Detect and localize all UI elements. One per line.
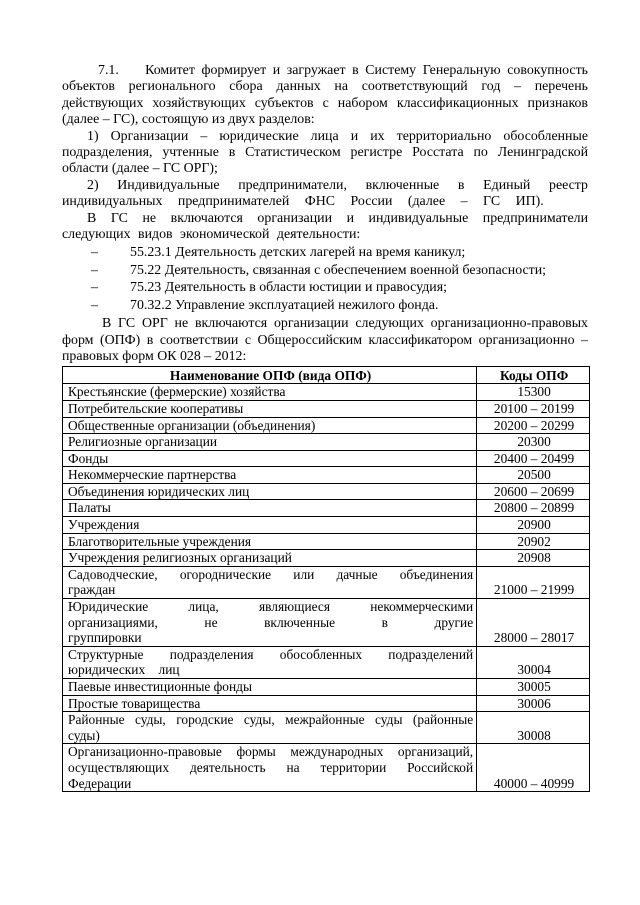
table-row bbox=[63, 550, 590, 567]
activities-list bbox=[62, 244, 588, 314]
exclusion-intro-paragraph: В ГС не включаются организации и индивидуальные предприниматели следующих видов экономической деятельности: bbox=[62, 210, 588, 243]
opf-name: Общественные организации (объединения) bbox=[63, 417, 477, 434]
part2-paragraph: 2) Индивидуальные предприниматели, включенные в Единый реестр индивидуальных предпринимателей ФНС России (далее – ГС ИП). bbox=[62, 177, 588, 210]
opf-code: 30006 bbox=[477, 695, 590, 712]
opf-code: 30008 bbox=[477, 712, 590, 744]
table-header-row bbox=[63, 367, 590, 384]
table-row bbox=[63, 384, 590, 401]
opf-name: Паевые инвестиционные фонды bbox=[63, 679, 477, 696]
opf-name: Районные суды, городские суды, межрайонные суды (районные суды) bbox=[63, 712, 477, 744]
opf-code: 20300 bbox=[477, 434, 590, 451]
opf-name: Фонды bbox=[63, 450, 477, 467]
list-item: – 75.22 Деятельность, связанная с обеспечением военной безопасности; bbox=[91, 262, 547, 278]
opf-name: Учреждения bbox=[63, 517, 477, 534]
part1-paragraph: 1) Организации – юридические лица и их территориально обособленные подразделения, учтенные в Статистическом регистре Росстата по Ленинградской области (далее – ГС ОРГ); bbox=[62, 128, 588, 177]
table-row bbox=[63, 679, 590, 696]
opf-name: Крестьянские (фермерские) хозяйства bbox=[63, 384, 477, 401]
opf-code: 20800 – 20899 bbox=[477, 500, 590, 517]
section-number: 7.1. bbox=[98, 63, 119, 78]
opf-code: 20902 bbox=[477, 533, 590, 550]
opf-code: 21000 – 21999 bbox=[477, 566, 590, 598]
opf-code: 28000 – 28017 bbox=[477, 599, 590, 647]
opf-name: Объединения юридических лиц bbox=[63, 483, 477, 500]
table-row bbox=[63, 695, 590, 712]
opf-code: 30005 bbox=[477, 679, 590, 696]
column-header-code: Коды ОПФ bbox=[477, 367, 590, 384]
table-row bbox=[63, 400, 590, 417]
section-intro-paragraph bbox=[62, 63, 588, 129]
table-row bbox=[63, 533, 590, 550]
opf-code: 20100 – 20199 bbox=[477, 400, 590, 417]
column-header-name: Наименование ОПФ (вида ОПФ) bbox=[63, 367, 477, 384]
table-row bbox=[63, 517, 590, 534]
table-row bbox=[63, 712, 590, 744]
opf-code: 20900 bbox=[477, 517, 590, 534]
opf-code: 20908 bbox=[477, 550, 590, 567]
document-page bbox=[62, 63, 588, 792]
list-item: – 70.32.2 Управление эксплуатацией нежилого фонда. bbox=[91, 297, 439, 313]
table-row bbox=[63, 599, 590, 647]
opf-code: 20200 – 20299 bbox=[477, 417, 590, 434]
opf-code: 30004 bbox=[477, 646, 590, 678]
opf-name: Юридические лица, являющиеся некоммерческими организациями, не включенные в другие группировки bbox=[63, 599, 477, 647]
opf-name: Потребительские кооперативы bbox=[63, 400, 477, 417]
table-row bbox=[63, 417, 590, 434]
table-row bbox=[63, 467, 590, 484]
table-row bbox=[63, 434, 590, 451]
opf-code: 20500 bbox=[477, 467, 590, 484]
table-row bbox=[63, 646, 590, 678]
opf-name: Палаты bbox=[63, 500, 477, 517]
opf-name: Простые товарищества bbox=[63, 695, 477, 712]
table-row bbox=[63, 566, 590, 598]
table-row bbox=[63, 744, 590, 792]
opf-code: 20600 – 20699 bbox=[477, 483, 590, 500]
table-row bbox=[63, 483, 590, 500]
opf-name: Благотворительные учреждения bbox=[63, 533, 477, 550]
list-item: – 75.23 Деятельность в области юстиции и правосудия; bbox=[91, 280, 447, 296]
opf-table bbox=[62, 366, 590, 792]
opf-name: Садоводческие, огороднические или дачные объединения граждан bbox=[63, 566, 477, 598]
opf-name: Некоммерческие партнерства bbox=[63, 467, 477, 484]
section-intro-text: Комитет формирует и загружает в Систему Генеральную совокупность объектов регионального сбора данных на соответствующий год – перечень действующих хозяйствующих субъектов с набором классификационных признаков (далее – ГС), состоящую из двух разделов: bbox=[62, 63, 588, 128]
opf-name: Религиозные организации bbox=[63, 434, 477, 451]
opf-code: 15300 bbox=[477, 384, 590, 401]
list-item: – 55.23.1 Деятельность детских лагерей на время каникул; bbox=[91, 245, 466, 261]
opf-intro-paragraph: В ГС ОРГ не включаются организации следующих организационно-правовых форм (ОПФ) в соответствии с Общероссийским классификатором организационно – правовых форм ОК 028 – 2012: bbox=[62, 316, 588, 364]
opf-name: Структурные подразделения обособленных подразделений юридических лиц bbox=[63, 646, 477, 678]
table-row bbox=[63, 450, 590, 467]
opf-name: Учреждения религиозных организаций bbox=[63, 550, 477, 567]
opf-code: 40000 – 40999 bbox=[477, 744, 590, 792]
opf-code: 20400 – 20499 bbox=[477, 450, 590, 467]
opf-name: Организационно-правовые формы международных организаций, осуществляющих деятельность на территории Российской Федерации bbox=[63, 744, 477, 792]
table-row bbox=[63, 500, 590, 517]
